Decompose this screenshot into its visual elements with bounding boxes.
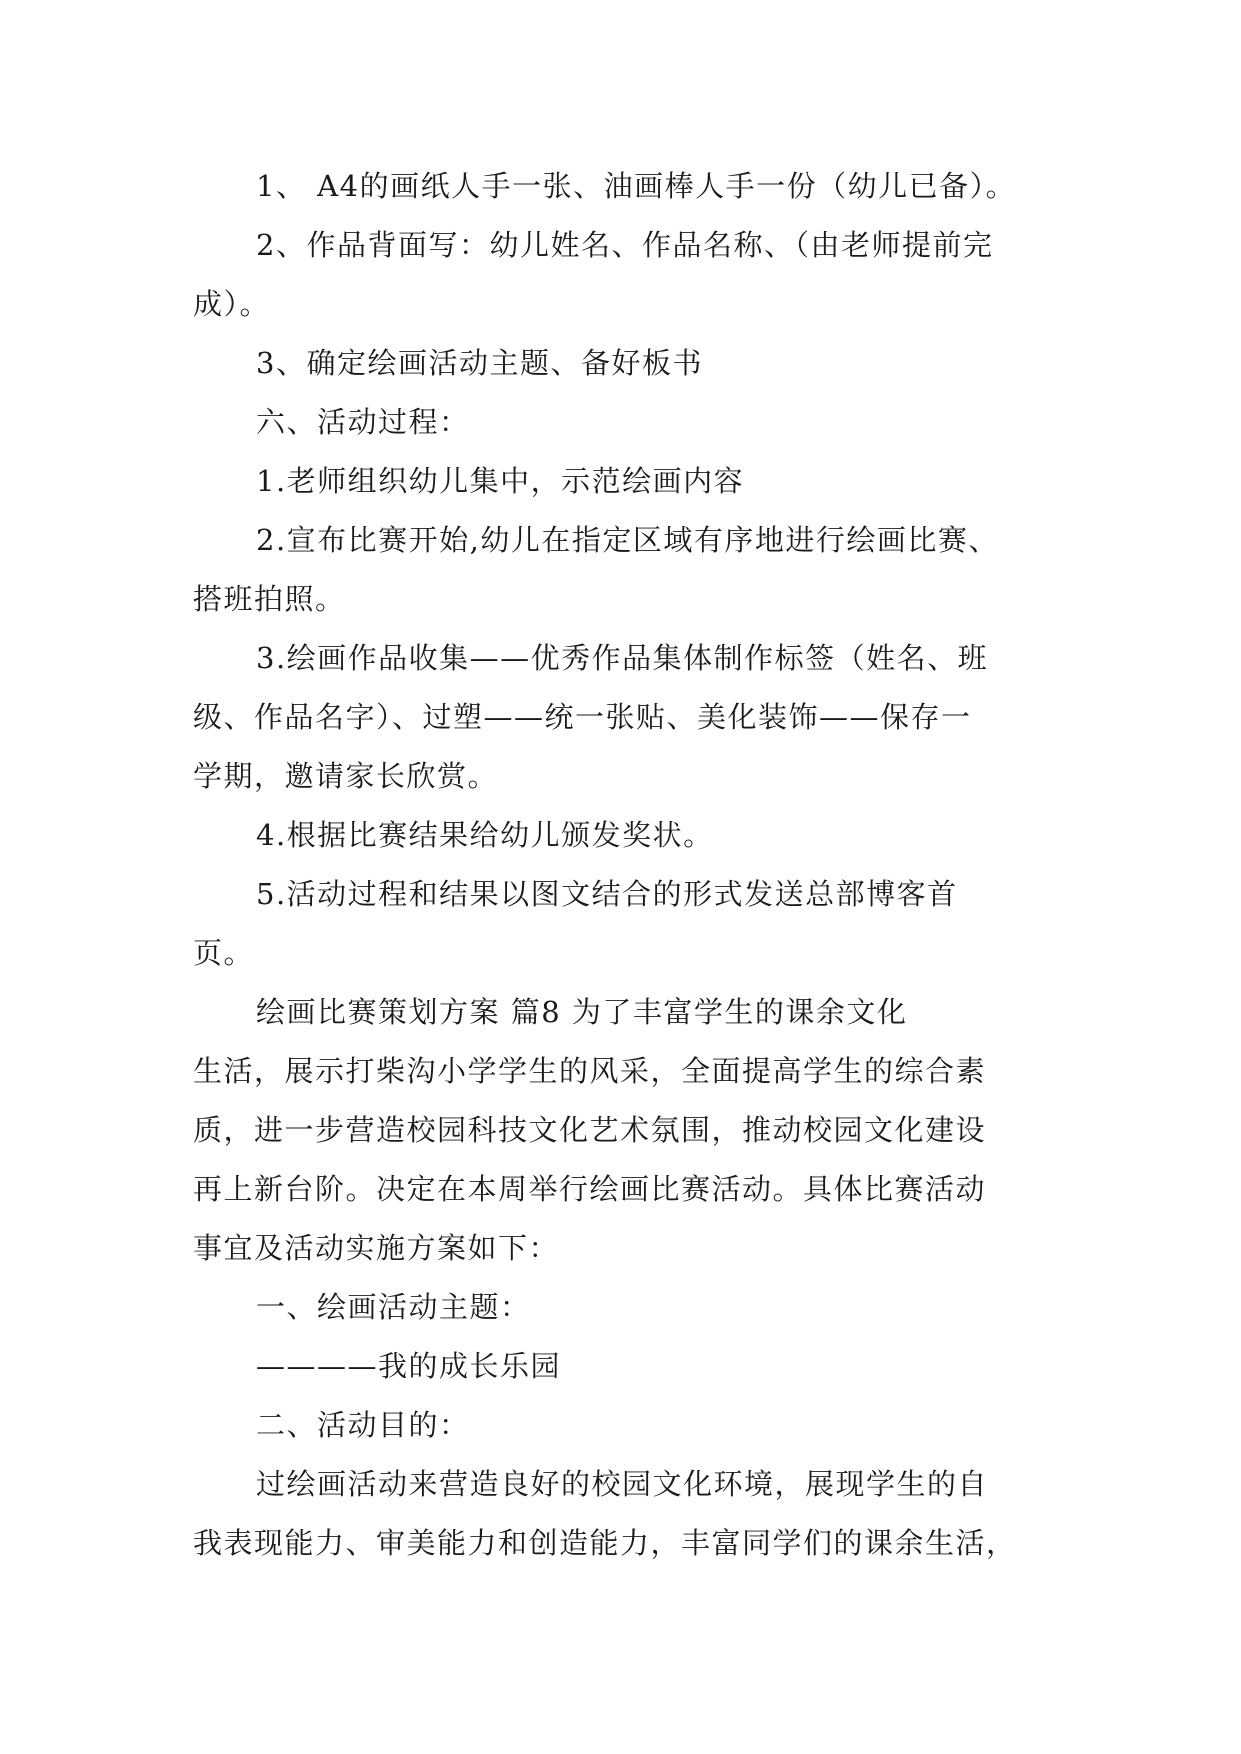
text-line: 成）。 xyxy=(193,287,271,321)
text-line: 学期，邀请家长欣赏。 xyxy=(193,759,499,793)
text-line: 3、确定绘画活动主题、备好板书 xyxy=(256,346,703,380)
text-line: 2、作品背面写：幼儿姓名、作品名称、（由老师提前完 xyxy=(256,228,994,262)
text-line: 我表现能力、审美能力和创造能力，丰富同学们的课余生活， xyxy=(193,1526,1017,1560)
text-line: 3.绘画作品收集——优秀作品集体制作标签（姓名、班 xyxy=(256,641,989,675)
text-line: 搭班拍照。 xyxy=(193,582,346,616)
section-heading: 二、活动目的： xyxy=(256,1408,470,1442)
text-line: 质，进一步营造校园科技文化艺术氛围，推动校园文化建设 xyxy=(193,1113,987,1147)
text-line: 4.根据比赛结果给幼儿颁发奖状。 xyxy=(256,818,714,852)
text-line: 级、作品名字）、过塑——统一张贴、美化装饰——保存一 xyxy=(193,700,972,734)
section-heading: 绘画比赛策划方案 篇8 为了丰富学生的课余文化 xyxy=(256,995,908,1029)
section-heading: 一、绘画活动主题： xyxy=(256,1290,531,1324)
text-line: 1、 A4的画纸人手一张、油画棒人手一份（幼儿已备）。 xyxy=(256,169,1017,203)
text-line: 5.活动过程和结果以图文结合的形式发送总部博客首 xyxy=(256,877,958,911)
text-line: 生活，展示打柴沟小学学生的风采，全面提高学生的综合素 xyxy=(193,1054,987,1088)
text-line: 1.老师组织幼儿集中，示范绘画内容 xyxy=(256,464,745,498)
section-heading: 六、活动过程： xyxy=(256,405,470,439)
text-line: 过绘画活动来营造良好的校园文化环境，展现学生的自 xyxy=(256,1467,989,1501)
text-line: ————我的成长乐园 xyxy=(256,1349,562,1383)
text-line: 再上新台阶。决定在本周举行绘画比赛活动。具体比赛活动 xyxy=(193,1172,987,1206)
text-line: 页。 xyxy=(193,936,255,970)
text-line: 2.宣布比赛开始,幼儿在指定区域有序地进行绘画比赛、 xyxy=(256,523,999,557)
text-line: 事宜及活动实施方案如下： xyxy=(193,1231,560,1265)
